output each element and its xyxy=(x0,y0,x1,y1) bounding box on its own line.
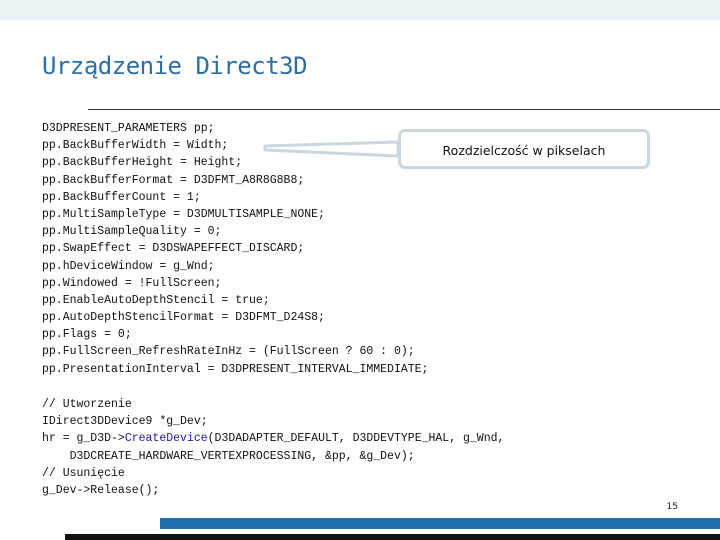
slide-title: Urządzenie Direct3D xyxy=(42,52,308,80)
code-line: pp.MultiSampleType = D3DMULTISAMPLE_NONE; xyxy=(42,207,325,221)
title-divider xyxy=(88,109,720,110)
code-block-presentation-params xyxy=(42,120,428,378)
callout-text: Rozdzielczość w pikselach xyxy=(442,143,606,158)
code-line: pp.BackBufferWidth = Width; xyxy=(42,139,229,153)
code-line: pp.BackBufferFormat = D3DFMT_A8R8G8B8; xyxy=(42,173,305,187)
code-line: pp.hDeviceWindow = g_Wnd; xyxy=(42,259,215,273)
code-line: pp.BackBufferHeight = Height; xyxy=(42,156,243,170)
code-block-device xyxy=(42,396,504,499)
callout-resolution xyxy=(398,129,650,169)
code-comment: // Usunięcie xyxy=(42,466,125,480)
top-band xyxy=(0,0,720,20)
code-line: IDirect3DDevice9 *g_Dev; xyxy=(42,415,208,429)
code-comment: // Utworzenie xyxy=(42,398,132,411)
code-line: pp.Windowed = !FullScreen; xyxy=(42,276,222,290)
code-keyword: CreateDevice xyxy=(124,432,208,446)
code-line: pp.EnableAutoDepthStencil = true; xyxy=(42,293,270,307)
code-line: pp.Flags = 0; xyxy=(42,328,132,342)
code-line: pp.MultiSampleQuality = 0; xyxy=(42,225,222,239)
footer-bar-gap xyxy=(0,518,160,529)
code-line: D3DCREATE_HARDWARE_VERTEXPROCESSING, &pp, &g_Dev); xyxy=(42,449,415,463)
code-line: pp.SwapEffect = D3DSWAPEFFECT_DISCARD; xyxy=(42,242,305,256)
code-line: pp.AutoDepthStencilFormat = D3DFMT_D24S8; xyxy=(42,311,325,325)
code-line: D3DPRESENT_PARAMETERS pp; xyxy=(42,122,215,135)
code-line: pp.PresentationInterval = D3DPRESENT_INTERVAL_IMMEDIATE; xyxy=(42,362,429,376)
code-line: g_Dev->Release(); xyxy=(42,483,160,497)
code-segment: (D3DADAPTER_DEFAULT, D3DDEVTYPE_HAL, g_Wnd, xyxy=(207,432,505,446)
code-line: pp.BackBufferCount = 1; xyxy=(42,190,201,204)
code-line xyxy=(42,430,504,447)
footer-line xyxy=(65,534,720,540)
code-line: pp.FullScreen_RefreshRateInHz = (FullScreen ? 60 : 0); xyxy=(42,345,415,359)
page-number: 15 xyxy=(666,502,678,512)
code-segment: hr = g_D3D-> xyxy=(42,432,125,446)
